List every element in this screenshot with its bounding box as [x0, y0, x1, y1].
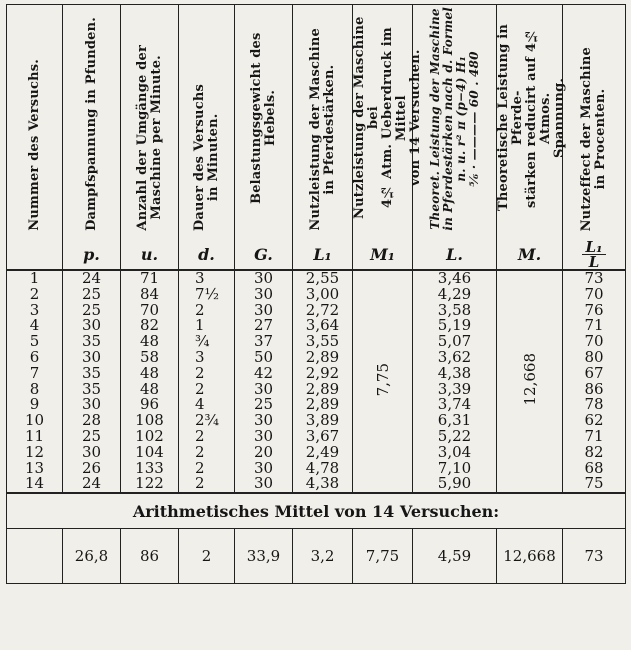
symbol-l: L. — [413, 239, 497, 270]
col-m — [497, 270, 563, 493]
cell-u-7: 48 — [139, 363, 160, 382]
col-u — [121, 270, 179, 493]
cell-L-9: 3,74 — [437, 395, 472, 414]
cell-nummer-10: 10 — [24, 411, 45, 430]
cell-L1-7: 2,92 — [305, 363, 340, 382]
col-m1 — [353, 270, 413, 493]
cell-d-7: 2 — [195, 363, 205, 382]
cell-G-3: 30 — [253, 300, 274, 319]
cell-p-14: 24 — [81, 474, 102, 493]
cell-u-6: 58 — [139, 347, 160, 366]
cell-G-7: 42 — [253, 363, 274, 382]
col-nummer — [7, 270, 63, 493]
symbol-u: u. — [121, 239, 179, 270]
cell-L1-3: 2,72 — [305, 300, 340, 319]
cell-u-9: 96 — [139, 395, 160, 414]
cell-u-3: 70 — [139, 300, 160, 319]
cell-G-2: 30 — [253, 284, 274, 303]
cell-pct-2: 70 — [584, 284, 604, 303]
cell-d-14: 2 — [195, 474, 205, 493]
cell-nummer-8: 8 — [29, 379, 40, 398]
cell-L1-13: 4,78 — [305, 458, 340, 477]
summary-label-row — [7, 493, 626, 529]
col-l — [413, 270, 497, 493]
cell-G-9: 25 — [253, 395, 274, 414]
cell-G-5: 37 — [253, 332, 274, 351]
cell-p-13: 26 — [81, 458, 102, 477]
cell-L1-11: 3,67 — [305, 426, 340, 445]
cell-nummer-2: 2 — [29, 284, 40, 303]
cell-L-1: 3,46 — [437, 269, 472, 287]
cell-L-6: 3,62 — [437, 347, 472, 366]
cell-p-2: 25 — [81, 284, 102, 303]
cell-d-11: 2 — [195, 426, 205, 445]
cell-G-11: 30 — [253, 426, 274, 445]
symbol-d: d. — [179, 239, 235, 270]
header-nutzleistung: Nutzleistung der Maschine in Pferdestärken. — [293, 5, 353, 240]
col-p — [63, 270, 121, 493]
cell-u-1: 71 — [139, 269, 160, 287]
cell-pct-13: 68 — [584, 458, 604, 477]
m1-value: 7,75 — [373, 362, 392, 397]
cell-L-2: 4,29 — [437, 284, 472, 303]
cell-u-10: 108 — [135, 411, 164, 430]
cell-u-5: 48 — [139, 332, 160, 351]
cell-nummer-1: 1 — [29, 269, 40, 287]
cell-L1-6: 2,89 — [305, 347, 340, 366]
cell-L-12: 3,04 — [437, 442, 472, 461]
cell-pct-14: 75 — [584, 474, 604, 493]
cell-nummer-7: 7 — [29, 363, 40, 382]
symbol-l1: L₁ — [293, 239, 353, 270]
cell-L1-2: 3,00 — [305, 284, 340, 303]
header-dampfspannung: Dampfspannung in Pfunden. — [63, 5, 121, 240]
cell-G-14: 30 — [253, 474, 274, 493]
cell-pct-1: 73 — [584, 269, 604, 287]
cell-p-6: 30 — [81, 347, 102, 366]
summary-p: 26,8 — [63, 529, 121, 584]
cell-pct-6: 80 — [584, 347, 604, 366]
cell-p-7: 35 — [81, 363, 102, 382]
cell-L-4: 5,19 — [437, 316, 472, 335]
cell-L1-1: 2,55 — [305, 269, 340, 287]
cell-d-6: 3 — [195, 347, 205, 366]
col-l1 — [293, 270, 353, 493]
cell-L-14: 5,90 — [437, 474, 472, 493]
cell-pct-10: 62 — [584, 411, 604, 430]
summary-nummer — [7, 529, 63, 584]
summary-label: Arithmetisches Mittel von 14 Versuchen: — [7, 493, 626, 529]
cell-L-10: 6,31 — [437, 411, 472, 430]
header-row — [7, 5, 626, 240]
cell-d-9: 4 — [195, 395, 205, 414]
cell-G-12: 20 — [253, 442, 274, 461]
cell-d-2: 7½ — [195, 284, 220, 303]
cell-G-13: 30 — [253, 458, 274, 477]
cell-d-12: 2 — [195, 442, 205, 461]
cell-p-1: 24 — [81, 269, 102, 287]
header-belastung: Belastungsgewicht des Hebels. — [235, 5, 293, 240]
cell-d-8: 2 — [195, 379, 205, 398]
cell-p-11: 25 — [81, 426, 102, 445]
cell-u-4: 82 — [139, 316, 160, 335]
header-umgaenge: Anzahl der Umgänge der Maschine per Minute. — [121, 5, 179, 240]
cell-p-12: 30 — [81, 442, 102, 461]
cell-u-12: 104 — [135, 442, 164, 461]
cell-p-3: 25 — [81, 300, 102, 319]
cell-u-2: 84 — [139, 284, 160, 303]
cell-G-10: 30 — [253, 411, 274, 430]
cell-pct-4: 71 — [584, 316, 604, 335]
col-d — [179, 270, 235, 493]
col-g — [235, 270, 293, 493]
cell-G-4: 27 — [253, 316, 274, 335]
summary-l: 4,59 — [413, 529, 497, 584]
cell-nummer-9: 9 — [29, 395, 40, 414]
cell-L-13: 7,10 — [437, 458, 472, 477]
symbol-nummer — [7, 239, 63, 270]
cell-nummer-14: 14 — [24, 474, 45, 493]
cell-L1-9: 2,89 — [305, 395, 340, 414]
cell-L-7: 4,38 — [437, 363, 472, 382]
cell-d-5: ¾ — [195, 332, 210, 351]
summary-m: 12,668 — [497, 529, 563, 584]
cell-L-5: 5,07 — [437, 332, 472, 351]
cell-u-13: 133 — [135, 458, 164, 477]
header-dauer: Dauer des Versuchs in Minuten. — [179, 5, 235, 240]
cell-pct-12: 82 — [584, 442, 604, 461]
cell-nummer-4: 4 — [29, 316, 40, 335]
cell-pct-11: 71 — [584, 426, 604, 445]
cell-u-14: 122 — [135, 474, 164, 493]
header-theoret-reducirt: Theoretische Leistung in Pferde- stärken reducirt auf 4½ Atmos. Spannung. — [497, 5, 563, 240]
summary-m1: 7,75 — [353, 529, 413, 584]
cell-d-1: 3 — [195, 269, 205, 287]
cell-L-8: 3,39 — [437, 379, 472, 398]
cell-p-5: 35 — [81, 332, 102, 351]
cell-G-1: 30 — [253, 269, 274, 287]
cell-pct-9: 78 — [584, 395, 604, 414]
cell-nummer-12: 12 — [24, 442, 45, 461]
symbol-g: G. — [235, 239, 293, 270]
cell-L1-8: 2,89 — [305, 379, 340, 398]
cell-nummer-13: 13 — [24, 458, 45, 477]
summary-g: 33,9 — [235, 529, 293, 584]
cell-L1-10: 3,89 — [305, 411, 340, 430]
results-table — [6, 4, 626, 584]
cell-L1-14: 4,38 — [305, 474, 340, 493]
m-value: 12,668 — [520, 353, 539, 406]
cell-pct-5: 70 — [584, 332, 604, 351]
cell-L-3: 3,58 — [437, 300, 472, 319]
summary-row — [7, 529, 626, 584]
col-pct — [563, 270, 626, 493]
cell-p-8: 35 — [81, 379, 102, 398]
symbol-fraction — [563, 239, 626, 270]
fraction-denominator: L — [588, 252, 600, 271]
cell-L-11: 5,22 — [437, 426, 472, 445]
summary-u: 86 — [121, 529, 179, 584]
symbol-m1: M₁ — [353, 239, 413, 270]
cell-nummer-11: 11 — [24, 426, 45, 445]
cell-G-6: 50 — [253, 347, 274, 366]
symbol-p: p. — [63, 239, 121, 270]
data-body — [7, 270, 626, 493]
fraction-numerator: L₁ — [582, 240, 606, 255]
cell-pct-7: 67 — [584, 363, 604, 382]
cell-nummer-3: 3 — [29, 300, 40, 319]
cell-nummer-6: 6 — [29, 347, 40, 366]
cell-nummer-5: 5 — [29, 332, 40, 351]
header-nummer: Nummer des Versuchs. — [26, 59, 42, 231]
cell-d-10: 2¾ — [195, 411, 220, 430]
summary-pct: 73 — [563, 529, 626, 584]
cell-G-8: 30 — [253, 379, 274, 398]
summary-l1: 3,2 — [293, 529, 353, 584]
cell-L1-5: 3,55 — [305, 332, 340, 351]
header-nutzleistung-mittel: Nutzleistung der Maschine bei 4½ Atm. Ueberdruck im Mittel von 14 Versuchen. — [353, 5, 413, 240]
cell-p-4: 30 — [81, 316, 102, 335]
cell-L1-12: 2,49 — [305, 442, 340, 461]
header-nutzeffect: Nutzeffect der Maschine in Procenten. — [563, 5, 626, 240]
cell-d-13: 2 — [195, 458, 205, 477]
cell-p-10: 28 — [81, 411, 102, 430]
symbol-row — [7, 239, 626, 270]
cell-pct-3: 76 — [584, 300, 604, 319]
header-theoret-leistung: Theoret. Leistung der Maschine in Pferdestärken nach d. Formel n. u. r² π (p−4) H₁ ⁵⁄₆ · ———— 60 . 480 — [413, 5, 497, 240]
cell-u-11: 102 — [135, 426, 164, 445]
cell-d-3: 2 — [195, 300, 205, 319]
cell-L1-4: 3,64 — [305, 316, 340, 335]
cell-u-8: 48 — [139, 379, 160, 398]
symbol-m: M. — [497, 239, 563, 270]
summary-d: 2 — [179, 529, 235, 584]
cell-d-4: 1 — [195, 316, 205, 335]
cell-p-9: 30 — [81, 395, 102, 414]
cell-pct-8: 86 — [584, 379, 604, 398]
